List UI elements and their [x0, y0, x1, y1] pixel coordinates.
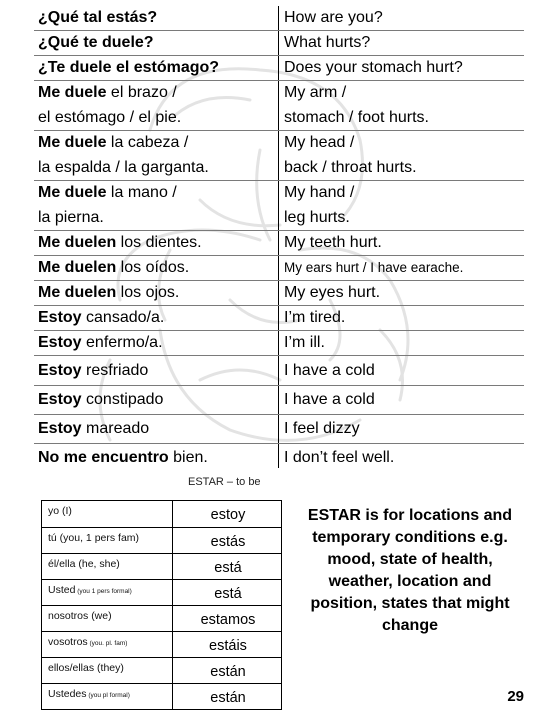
spanish-key-words: Me duelen [38, 284, 117, 301]
pronoun-label [48, 688, 130, 700]
verb-form: está [214, 586, 242, 602]
phrase-row [34, 181, 524, 231]
phrase-row [34, 56, 524, 81]
conjugation-row [42, 683, 281, 710]
phrase-row [34, 386, 524, 415]
english-translation [284, 81, 524, 130]
phrase-row [34, 356, 524, 386]
spanish-phrase [38, 359, 276, 384]
spanish-words: la espalda / la garganta. [38, 158, 209, 176]
verb-form: estáis [209, 638, 247, 654]
spanish-phrase [38, 446, 276, 471]
pronoun-note: (you pl formal) [86, 692, 130, 699]
pronoun-label [48, 636, 127, 648]
spanish-words: el estómago / el pie. [38, 108, 182, 126]
spanish-key-words: Me duele [38, 134, 107, 151]
spanish-key-words: Estoy [38, 334, 82, 351]
spanish-key-words: Me duelen [38, 234, 117, 251]
conjugation-row [42, 553, 281, 580]
english-translation [284, 359, 524, 384]
spanish-phrase [38, 56, 276, 81]
spanish-phrase [38, 256, 276, 281]
phrase-row [34, 331, 524, 356]
spanish-words: el brazo / [106, 84, 177, 101]
pronoun-text: nosotros (we) [48, 610, 112, 622]
phrase-row [34, 256, 524, 281]
phrase-row [34, 444, 524, 472]
english-line: My eyes hurt. [284, 284, 381, 301]
conjugation-row [42, 631, 281, 658]
pronoun-note: (you 1 pers formal) [75, 588, 132, 595]
spanish-key-words: Me duelen [38, 259, 117, 276]
conjugation-row [42, 527, 281, 554]
spanish-key-words: Me duele [38, 84, 107, 101]
conjugation-table [41, 500, 282, 710]
english-line: My teeth hurt. [284, 234, 382, 251]
spanish-words: la mano / [106, 184, 177, 201]
english-line: back / throat hurts. [284, 158, 417, 176]
english-line: My ears hurt / I have earache. [284, 260, 464, 275]
spanish-phrase [38, 306, 276, 331]
spanish-phrase [38, 6, 276, 31]
english-line: Does your stomach hurt? [284, 59, 463, 76]
english-line: I have a cold [284, 391, 375, 408]
conjugation-row [42, 657, 281, 684]
english-line: stomach / foot hurts. [284, 108, 429, 126]
spanish-words: mareado [81, 420, 150, 437]
pronoun-text: él/ella (he, she) [48, 558, 120, 570]
spanish-words: la cabeza / [106, 134, 189, 151]
pronoun-text: vosotros [48, 636, 88, 648]
pronoun-text: tú (you, 1 pers fam) [48, 532, 140, 544]
verb-form: estás [210, 534, 246, 550]
spanish-words: bien. [168, 448, 208, 466]
english-translation [284, 181, 524, 230]
spanish-key-words: ¿Qué te duele? [38, 34, 154, 51]
spanish-words: cansado/a. [81, 309, 165, 326]
phrase-row [34, 231, 524, 256]
verb-form: está [214, 560, 242, 576]
conjugation-row [42, 579, 281, 606]
english-translation [284, 306, 524, 331]
spanish-words: constipado [81, 391, 164, 408]
spanish-key-words: ¿Te duele el estómago? [38, 59, 220, 76]
english-line: I’m tired. [284, 309, 346, 326]
spanish-phrase [38, 388, 276, 413]
spanish-phrase [38, 231, 276, 256]
pronoun-text: yo (I) [48, 505, 72, 517]
english-translation [284, 131, 524, 180]
english-line: I have a cold [284, 361, 375, 379]
spanish-words: los oídos. [116, 259, 190, 276]
english-translation [284, 388, 524, 413]
pronoun-text: Ustedes [48, 688, 87, 700]
english-line: I’m ill. [284, 334, 325, 351]
phrase-row [34, 415, 524, 444]
english-translation [284, 331, 524, 356]
phrase-row [34, 6, 524, 31]
english-line: I don’t feel well. [284, 448, 395, 466]
spanish-phrase [38, 131, 276, 180]
english-line: My arm / [284, 84, 347, 101]
spanish-phrase [38, 181, 276, 230]
english-line: leg hurts. [284, 208, 350, 226]
spanish-words: la pierna. [38, 208, 104, 226]
verb-form: estoy [210, 507, 246, 523]
pronoun-label [48, 558, 120, 570]
english-line: How are you? [284, 9, 383, 26]
pronoun-text: Usted [48, 584, 76, 596]
english-line: What hurts? [284, 34, 371, 51]
phrase-row [34, 281, 524, 306]
page-number: 29 [507, 688, 524, 705]
spanish-key-words: No me encuentro [38, 448, 169, 466]
pronoun-label [48, 505, 72, 517]
spanish-key-words: Estoy [38, 309, 82, 326]
english-translation [284, 417, 524, 442]
verb-form: están [210, 664, 246, 680]
phrase-table [34, 6, 524, 472]
spanish-phrase [38, 331, 276, 356]
verb-form: están [210, 690, 246, 706]
spanish-key-words: Estoy [38, 420, 82, 437]
estar-usage-note: ESTAR is for locations and temporary conditions e.g. mood, state of health, weather, location and position, states that might change [307, 507, 513, 634]
spanish-key-words: Estoy [38, 391, 82, 408]
pronoun-note: (you. pl. fam) [87, 640, 128, 647]
english-translation [284, 446, 524, 471]
english-translation [284, 31, 524, 56]
english-translation [284, 56, 524, 81]
pronoun-label [48, 662, 124, 674]
pronoun-text: ellos/ellas (they) [48, 662, 124, 674]
pronoun-label [48, 584, 132, 596]
english-line: My hand / [284, 184, 355, 201]
phrase-row [34, 131, 524, 181]
spanish-key-words: Me duele [38, 184, 107, 201]
verb-form: estamos [200, 612, 256, 628]
phrase-row [34, 31, 524, 56]
spanish-words: los dientes. [116, 234, 202, 251]
pronoun-label [48, 610, 112, 622]
spanish-phrase [38, 81, 276, 130]
english-translation [284, 231, 524, 256]
english-translation [284, 256, 524, 281]
english-line: I feel dizzy [284, 420, 360, 437]
spanish-key-words: ¿Qué tal estás? [38, 9, 158, 26]
conjugation-row [42, 501, 281, 527]
spanish-words: resfriado [81, 361, 149, 379]
english-line: My head / [284, 134, 355, 151]
spanish-key-words: Estoy [38, 361, 82, 379]
spanish-words: enfermo/a. [81, 334, 163, 351]
spanish-words: los ojos. [116, 284, 180, 301]
spanish-phrase [38, 281, 276, 306]
phrase-row [34, 81, 524, 131]
spanish-phrase [38, 31, 276, 56]
pronoun-label [48, 532, 139, 544]
conjugation-caption: ESTAR – to be [188, 476, 261, 488]
english-translation [284, 281, 524, 306]
phrase-row [34, 306, 524, 331]
conjugation-row [42, 605, 281, 632]
spanish-phrase [38, 417, 276, 442]
english-translation [284, 6, 524, 31]
